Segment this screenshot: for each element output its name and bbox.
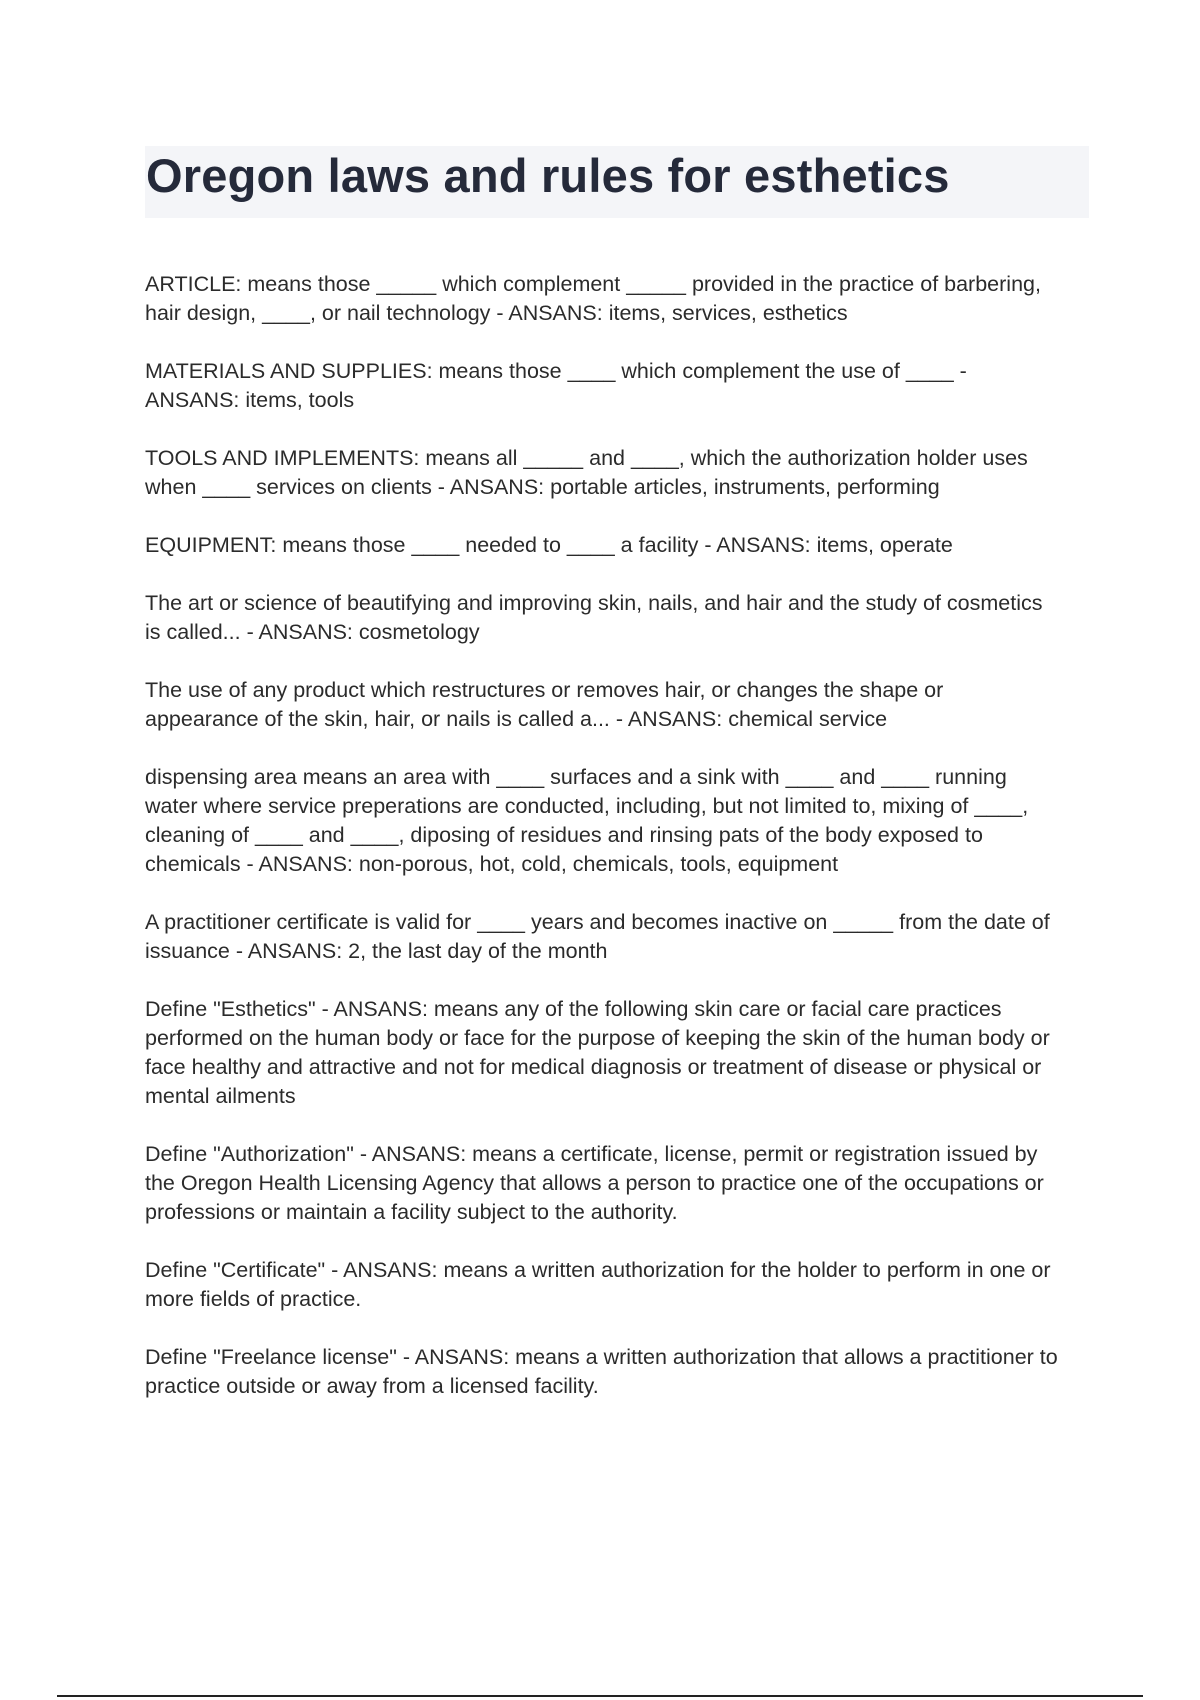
qa-item: ARTICLE: means those _____ which complement _____ provided in the practice of barbering, hair design, ____, or nail technology - ANSANS: items, services, esthetics [145,272,1041,325]
bottom-divider [57,1695,1143,1697]
qa-item: The use of any product which restructures or removes hair, or changes the shape or appearance of the skin, hair, or nails is called a... - ANSANS: chemical service [145,678,944,731]
qa-item: EQUIPMENT: means those ____ needed to ____ a facility - ANSANS: items, operate [145,533,953,557]
qa-item: Define "Authorization" - ANSANS: means a certificate, license, permit or registration issued by the Oregon Health Licensing Agency that allows a person to practice one of the occupations or professions or maintain a facility subject to the authority. [145,1142,1044,1224]
qa-item: Define "Freelance license" - ANSANS: means a written authorization that allows a practitioner to practice outside or away from a licensed facility. [145,1345,1058,1398]
page-title: Oregon laws and rules for esthetics [146,149,950,202]
qa-item: dispensing area means an area with ____ surfaces and a sink with ____ and ____ running water where service preperations are conducted, including, but not limited to, mixing of ____, cleaning of ____ and ____, diposing of residues and rinsing pats of the body exposed to chemicals - ANSANS: non-porous, hot, cold, chemicals, tools, equipment [145,765,1029,876]
qa-item: The art or science of beautifying and improving skin, nails, and hair and the study of cosmetics is called... - ANSANS: cosmetology [145,591,1043,644]
title-band [145,146,1089,218]
qa-item: Define "Esthetics" - ANSANS: means any of the following skin care or facial care practices performed on the human body or face for the purpose of keeping the skin of the human body or face healthy and attractive and not for medical diagnosis or treatment of disease or physical or mental ailments [145,997,1050,1108]
qa-list [145,270,1095,1430]
qa-item: A practitioner certificate is valid for ____ years and becomes inactive on _____ from the date of issuance - ANSANS: 2, the last day of the month [145,910,1050,963]
qa-item: TOOLS AND IMPLEMENTS: means all _____ and ____, which the authorization holder uses when ____ services on clients - ANSANS: portable articles, instruments, performing [145,446,1028,499]
qa-item: Define "Certificate" - ANSANS: means a written authorization for the holder to perform in one or more fields of practice. [145,1258,1051,1311]
qa-item: MATERIALS AND SUPPLIES: means those ____ which complement the use of ____ - ANSANS: items, tools [145,359,967,412]
